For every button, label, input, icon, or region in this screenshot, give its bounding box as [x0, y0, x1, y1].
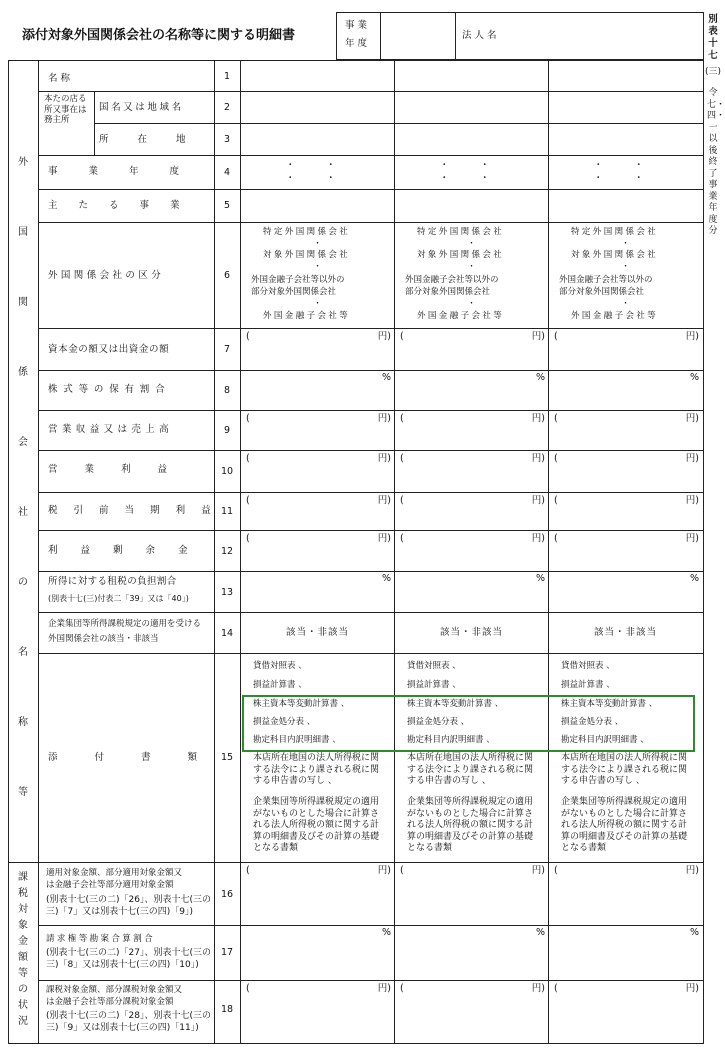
col2-taxable-amount-open-paren: ( — [400, 983, 404, 994]
period-label: 令七・四・一以後終了事業年度分 — [707, 88, 725, 236]
col3-input-row2[interactable] — [549, 92, 702, 123]
col2-claim-ratio-percent: % — [535, 927, 545, 938]
row-label-name: 名 称 — [48, 73, 71, 84]
row-label-revenue: 営業収益又は売上高 — [48, 424, 174, 435]
col2-doc-balance-sheet[interactable]: 貸借対照表 、 — [407, 661, 461, 671]
row-label-fiscal-year: 事 業 年 度 — [48, 166, 194, 177]
col3-pretax-profit-open-paren: ( — [554, 495, 558, 506]
row-label-group-tax: 企業集団等所得課税規定の適用を受ける — [48, 619, 202, 629]
col3-category-dot: ・ — [621, 299, 630, 309]
col3-doc-profit-disposal[interactable]: 損益金処分表 、 — [561, 717, 624, 727]
col1-tax-burden-percent: % — [381, 573, 391, 584]
col1-operating-profit-yen-unit: 円) — [377, 453, 391, 464]
row-number: 4 — [223, 167, 231, 178]
col1-doc-profit-disposal[interactable]: 損益金処分表 、 — [253, 717, 316, 727]
col2-operating-profit-open-paren: ( — [400, 453, 404, 464]
form-sub-label: (三) — [704, 67, 722, 77]
col1-doc-balance-sheet[interactable]: 貸借対照表 、 — [253, 661, 307, 671]
row-sublabel-tax-burden: (別表十七(三)付表二「39」又は「40」) — [48, 594, 189, 603]
col1-category-dot: ・ — [313, 262, 322, 272]
col1-revenue-open-paren: ( — [246, 413, 250, 424]
row-number: 18 — [220, 1004, 234, 1015]
col1-input-row5[interactable] — [241, 190, 394, 222]
col1-applicable-amount-yen-unit: 円) — [377, 865, 391, 876]
col2-revenue-yen-unit: 円) — [531, 413, 545, 424]
highlight-box — [242, 695, 695, 752]
col2-capital-open-paren: ( — [400, 331, 404, 342]
row-number: 7 — [223, 344, 231, 355]
col1-retained-earnings-yen-unit: 円) — [377, 533, 391, 544]
col2-input-row1[interactable] — [395, 61, 548, 91]
row-label-claim-ratio: 請求権等勘案合算割合 — [46, 934, 156, 944]
fiscal-year-label: 事 業 — [345, 20, 368, 31]
row-label-applicable-amount-2: は金融子会社等部分適用対象金額 — [46, 880, 174, 890]
row-number: 2 — [223, 102, 231, 113]
col1-category-dot: ・ — [313, 299, 322, 309]
col1-applicable-toggle[interactable]: 該当・非該当 — [285, 627, 349, 638]
col1-fiscal-year-dots-2: ・ ・ — [285, 173, 350, 184]
col3-operating-profit-yen-unit: 円) — [685, 453, 699, 464]
col1-applicable-amount-open-paren: ( — [246, 865, 250, 876]
row-label-attachments: 添 付 書 類 — [48, 752, 215, 763]
corp-name-label: 法 人 名 — [462, 30, 497, 41]
col1-operating-profit-open-paren: ( — [246, 453, 250, 464]
col2-pretax-profit-yen-unit: 円) — [531, 495, 545, 506]
col2-ownership-percent: % — [535, 372, 545, 383]
col1-pretax-profit-open-paren: ( — [246, 495, 250, 506]
col3-input-row5[interactable] — [549, 190, 702, 222]
form-number-label: 別表十七 — [708, 14, 718, 61]
col2-retained-earnings-open-paren: ( — [400, 533, 404, 544]
col3-applicable-amount-open-paren: ( — [554, 865, 558, 876]
col1-category-target[interactable]: 対象外国関係会社 — [263, 250, 351, 260]
col2-capital-yen-unit: 円) — [531, 331, 545, 342]
row-label-capital: 資本金の額又は出資金の額 — [48, 344, 170, 355]
row-number: 14 — [220, 628, 234, 639]
col1-category-partial[interactable]: 外国金融子会社等以外の — [251, 275, 345, 285]
col3-doc-group-tax-calc[interactable]: 企業集団等所得課税規定の適用がないものとした場合に計算される法人所得税の額に関する計算の明細書及びその計算の基礎となる書類 — [561, 797, 688, 853]
col2-category-target[interactable]: 対象外国関係会社 — [417, 250, 505, 260]
col3-ownership-percent: % — [689, 372, 699, 383]
col1-ownership-percent: % — [381, 372, 391, 383]
form-title: 添付対象外国関係会社の名称等に関する明細書 — [22, 28, 296, 43]
col2-fiscal-year-dots-2: ・ ・ — [439, 173, 504, 184]
col3-doc-tax-return[interactable]: 本店所在地国の法人所得税に関する法令により課される税に関する申告書の写し 、 — [561, 753, 688, 786]
col1-revenue-yen-unit: 円) — [377, 413, 391, 424]
col2-taxable-amount-yen-unit: 円) — [531, 983, 545, 994]
row-label-retained-earnings: 利 益 剰 余 金 — [48, 545, 198, 556]
row-number: 15 — [220, 752, 234, 763]
col2-pretax-profit-open-paren: ( — [400, 495, 404, 506]
col1-doc-income-statement[interactable]: 損益計算書 、 — [253, 680, 307, 690]
col3-revenue-yen-unit: 円) — [685, 413, 699, 424]
row-label-applicable-amount: 適用対象金額、部分適用対象金額又 — [46, 868, 183, 878]
row-number: 11 — [220, 506, 234, 517]
row-label-operating-profit: 営 業 利 益 — [48, 464, 180, 475]
row-number: 17 — [220, 947, 234, 958]
col3-retained-earnings-open-paren: ( — [554, 533, 558, 544]
corp-name-field[interactable] — [505, 13, 703, 59]
col2-category-partial-2: 部分対象外国関係会社 — [405, 287, 491, 297]
col2-doc-tax-return[interactable]: 本店所在地国の法人所得税に関する法令により課される税に関する申告書の写し 、 — [407, 753, 534, 786]
col3-category-partial[interactable]: 外国金融子会社等以外の — [559, 275, 653, 285]
col2-input-row5[interactable] — [395, 190, 548, 222]
row-label-group-tax-2: 外国関係会社の該当・非該当 — [48, 634, 159, 644]
col2-applicable-amount-yen-unit: 円) — [531, 865, 545, 876]
row-number: 9 — [223, 425, 231, 436]
row-label-pretax-profit: 税 引 前 当 期 利 益 — [48, 505, 218, 516]
col3-category-dot: ・ — [621, 262, 630, 272]
col2-retained-earnings-yen-unit: 円) — [531, 533, 545, 544]
row-number: 1 — [223, 71, 231, 82]
row-number: 10 — [220, 466, 234, 477]
col2-doc-group-tax-calc[interactable]: 企業集団等所得課税規定の適用がないものとした場合に計算される法人所得税の額に関する計算の明細書及びその計算の基礎となる書類 — [407, 797, 534, 853]
col1-fiscal-year-dots: ・ ・ — [285, 160, 350, 171]
office-location-label: 本たの店る所又事在は務主所 — [44, 94, 87, 125]
col2-applicable-toggle[interactable]: 該当・非該当 — [439, 627, 503, 638]
row-label-country: 国名又は地域名 — [99, 102, 184, 113]
col3-category-dot: ・ — [621, 239, 630, 249]
col2-doc-account-details[interactable]: 勘定科目内訳明細書 、 — [407, 735, 495, 745]
row-number: 16 — [220, 889, 234, 900]
col2-doc-income-statement[interactable]: 損益計算書 、 — [407, 680, 461, 690]
row-label-tax-burden: 所得に対する租税の負担割合 — [48, 576, 177, 587]
col1-pretax-profit-yen-unit: 円) — [377, 495, 391, 506]
col3-retained-earnings-yen-unit: 円) — [685, 533, 699, 544]
col2-category-partial[interactable]: 外国金融子会社等以外の — [405, 275, 499, 285]
col2-category-dot: ・ — [467, 262, 476, 272]
row-number: 13 — [220, 587, 234, 598]
col1-category-financial[interactable]: 外国金融子会社等 — [263, 311, 351, 321]
col3-capital-yen-unit: 円) — [685, 331, 699, 342]
fiscal-year-field[interactable] — [381, 13, 454, 59]
col2-category-financial[interactable]: 外国金融子会社等 — [417, 311, 505, 321]
col3-taxable-amount-open-paren: ( — [554, 983, 558, 994]
group-label-taxable-amount: 課税対象金額等の状況 — [18, 872, 28, 1027]
col1-retained-earnings-open-paren: ( — [246, 533, 250, 544]
col2-category-specified[interactable]: 特定外国関係会社 — [417, 227, 505, 237]
col1-input-row1[interactable] — [241, 61, 394, 91]
row-number: 8 — [223, 385, 231, 396]
row-number: 6 — [223, 270, 231, 281]
col2-doc-equity-statement[interactable]: 株主資本等変動計算書 、 — [407, 699, 504, 709]
col1-doc-equity-statement[interactable]: 株主資本等変動計算書 、 — [253, 699, 350, 709]
col3-category-target[interactable]: 対象外国関係会社 — [571, 250, 659, 260]
col1-taxable-amount-open-paren: ( — [246, 983, 250, 994]
col1-doc-group-tax-calc[interactable]: 企業集団等所得課税規定の適用がないものとした場合に計算される法人所得税の額に関する計算の明細書及びその計算の基礎となる書類 — [253, 797, 380, 853]
group-label-foreign-company: 外国関係会社の名称等 — [18, 157, 28, 798]
col1-category-specified[interactable]: 特定外国関係会社 — [263, 227, 351, 237]
col1-doc-account-details[interactable]: 勘定科目内訳明細書 、 — [253, 735, 341, 745]
row-sublabel-taxable-amount: (別表十七(三の二)「28」、別表十七(三の三)「9」又は別表十七(三の四)「11」) — [46, 1011, 211, 1033]
row-label-location: 所 在 地 — [99, 134, 199, 145]
row-number: 12 — [220, 546, 234, 557]
col1-doc-tax-return[interactable]: 本店所在地国の法人所得税に関する法令により課される税に関する申告書の写し 、 — [253, 753, 380, 786]
fiscal-year-label-2: 年 度 — [345, 38, 368, 49]
col2-fiscal-year-dots: ・ ・ — [439, 160, 504, 171]
col2-applicable-amount-open-paren: ( — [400, 865, 404, 876]
col3-input-row1[interactable] — [549, 61, 702, 91]
col2-tax-burden-percent: % — [535, 573, 545, 584]
col3-doc-account-details[interactable]: 勘定科目内訳明細書 、 — [561, 735, 649, 745]
col2-doc-profit-disposal[interactable]: 損益金処分表 、 — [407, 717, 470, 727]
row-label-category: 外国関係会社の区分 — [48, 270, 165, 281]
col3-revenue-open-paren: ( — [554, 413, 558, 424]
col3-claim-ratio-percent: % — [689, 927, 699, 938]
col3-fiscal-year-dots-2: ・ ・ — [593, 173, 658, 184]
col3-fiscal-year-dots: ・ ・ — [593, 160, 658, 171]
col3-input-row3[interactable] — [549, 124, 702, 155]
col3-pretax-profit-yen-unit: 円) — [685, 495, 699, 506]
col3-applicable-amount-yen-unit: 円) — [685, 865, 699, 876]
col1-input-row2[interactable] — [241, 92, 394, 123]
row-label-taxable-amount: 課税対象金額、部分課税対象金額又 — [46, 985, 183, 995]
col3-capital-open-paren: ( — [554, 331, 558, 342]
row-label-taxable-amount-2: は金融子会社等部分課税対象金額 — [46, 997, 174, 1007]
row-label-ownership: 株式等の保有割合 — [48, 384, 171, 395]
col1-capital-open-paren: ( — [246, 331, 250, 342]
col2-category-dot: ・ — [467, 299, 476, 309]
col3-applicable-toggle[interactable]: 該当・非該当 — [593, 627, 657, 638]
row-number: 3 — [223, 134, 231, 145]
col3-category-partial-2: 部分対象外国関係会社 — [559, 287, 645, 297]
col2-revenue-open-paren: ( — [400, 413, 404, 424]
col2-input-row2[interactable] — [395, 92, 548, 123]
col3-taxable-amount-yen-unit: 円) — [685, 983, 699, 994]
col1-taxable-amount-yen-unit: 円) — [377, 983, 391, 994]
col3-category-financial[interactable]: 外国金融子会社等 — [571, 311, 659, 321]
col2-category-dot: ・ — [467, 239, 476, 249]
col3-doc-equity-statement[interactable]: 株主資本等変動計算書 、 — [561, 699, 658, 709]
col3-doc-income-statement[interactable]: 損益計算書 、 — [561, 680, 615, 690]
col3-doc-balance-sheet[interactable]: 貸借対照表 、 — [561, 661, 615, 671]
col1-category-partial-2: 部分対象外国関係会社 — [251, 287, 337, 297]
col1-category-dot: ・ — [313, 239, 322, 249]
row-number: 5 — [223, 200, 231, 211]
col2-input-row3[interactable] — [395, 124, 548, 155]
row-label-main-business: 主 た る 事 業 — [48, 200, 189, 211]
col3-tax-burden-percent: % — [689, 573, 699, 584]
col3-category-specified[interactable]: 特定外国関係会社 — [571, 227, 659, 237]
col1-capital-yen-unit: 円) — [377, 331, 391, 342]
col2-operating-profit-yen-unit: 円) — [531, 453, 545, 464]
col1-claim-ratio-percent: % — [381, 927, 391, 938]
row-sublabel-applicable-amount: (別表十七(三の二)「26」、別表十七(三の三)「7」又は別表十七(三の四)「9」) — [46, 895, 211, 917]
row-sublabel-claim-ratio: (別表十七(三の二)「27」、別表十七(三の三)「8」又は別表十七(三の四)「10」) — [46, 948, 211, 970]
col1-input-row3[interactable] — [241, 124, 394, 155]
col3-operating-profit-open-paren: ( — [554, 453, 558, 464]
